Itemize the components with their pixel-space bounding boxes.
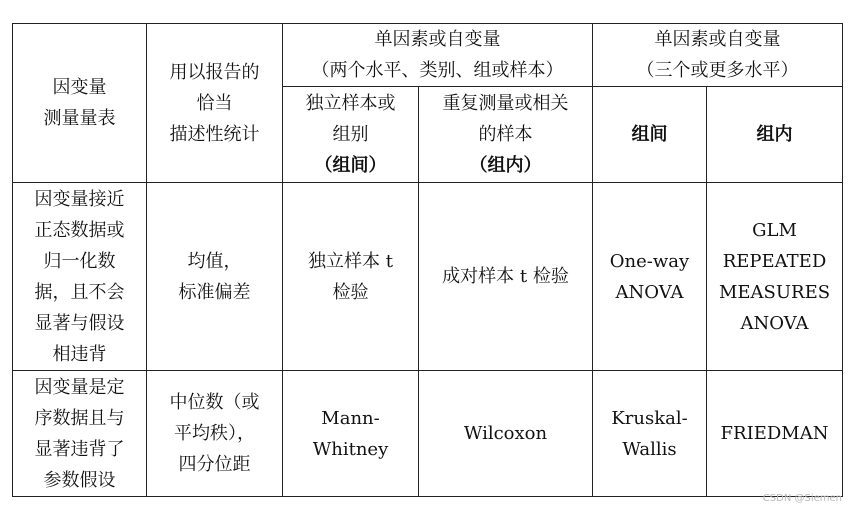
header-between-groups: 组间: [593, 87, 707, 183]
row-independent-test: 独立样本 t 检验: [283, 183, 419, 371]
header-independent-samples: [283, 87, 419, 183]
header-dv-scale: 因变量 测量量表: [13, 24, 147, 183]
header-repeated-tag: （组内）: [469, 155, 542, 176]
row-condition: 因变量接近 正态数据或 归一化数 据，且不会 显著与假设 相违背: [13, 183, 147, 371]
row-condition: 因变量是定 序数据且与 显著违背了 参数假设: [13, 371, 147, 497]
row-repeated-test: Wilcoxon: [419, 371, 593, 497]
row-descriptive: 均值， 标准偏差: [147, 183, 283, 371]
row-descriptive: 中位数（或 平均秩）， 四分位距: [147, 371, 283, 497]
watermark-text: CSDN @Siemen: [762, 493, 842, 504]
header-repeated-label: 重复测量或相关 的样本: [442, 93, 569, 145]
header-row-1: [13, 24, 843, 87]
header-repeated-samples: [419, 87, 593, 183]
row-within-test: GLM REPEATED MEASURES ANOVA: [707, 183, 843, 371]
header-within-groups: 组内: [707, 87, 843, 183]
row-within-test: FRIEDMAN: [707, 371, 843, 497]
row-independent-test: Mann- Whitney: [283, 371, 419, 497]
row-repeated-test: 成对样本 t 检验: [419, 183, 593, 371]
statistics-test-table: [12, 23, 843, 497]
header-descriptive-stats: 用以报告的 恰当 描述性统计: [147, 24, 283, 183]
header-two-levels: 单因素或自变量 （两个水平、类别、组或样本）: [283, 24, 593, 87]
header-three-levels: 单因素或自变量 （三个或更多水平）: [593, 24, 843, 87]
header-independent-tag: （组间）: [314, 155, 387, 176]
table-row-ordinal: [13, 371, 843, 497]
row-between-test: One-way ANOVA: [593, 183, 707, 371]
header-independent-label: 独立样本或 组别: [305, 93, 396, 145]
row-between-test: Kruskal- Wallis: [593, 371, 707, 497]
table-row-normal: [13, 183, 843, 371]
